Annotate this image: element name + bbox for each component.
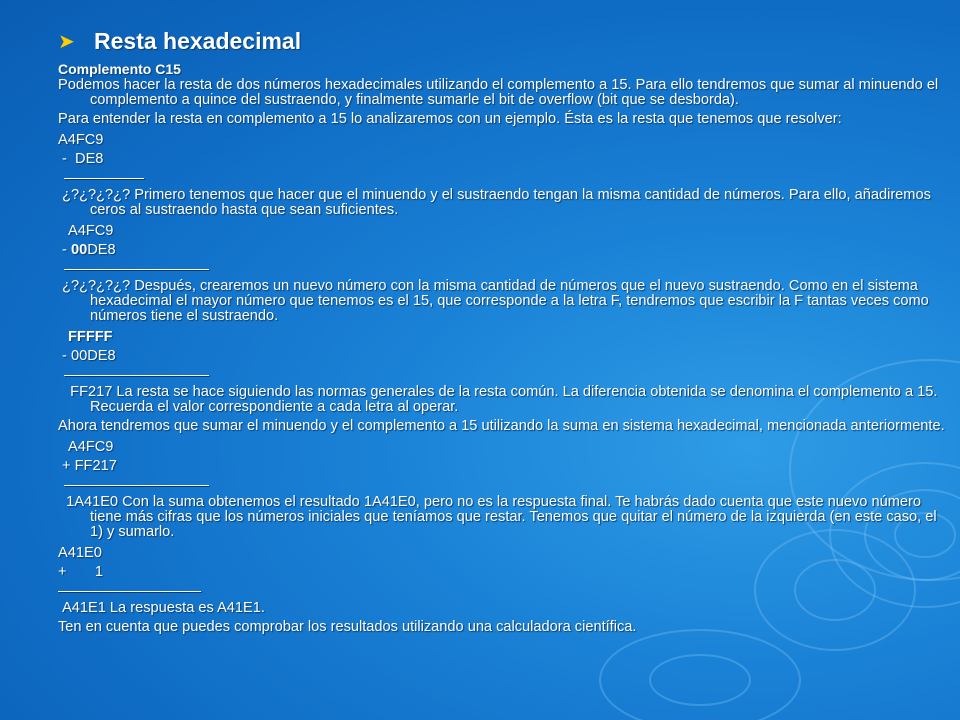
paragraph-tip: Ten en cuenta que puedes comprobar los resultados utilizando una calculadora científica. <box>58 619 637 635</box>
paragraph-step2: ¿?¿?¿?¿? Después, crearemos un nuevo número con la misma cantidad de números que el nuevo sustraendo. Como en el sistema hexadecimal el mayor número que tenemos es el 15, que corresponde a la letra F, tendremos que escribir la F tantas veces como números tiene el sustraendo. <box>58 278 933 324</box>
divider-line <box>64 375 209 376</box>
paragraph-answer: A41E1 La respuesta es A41E1. <box>58 600 265 616</box>
slide-content <box>58 26 948 639</box>
paragraph-step1: ¿?¿?¿?¿? Primero tenemos que hacer que el minuendo y el sustraendo tengan la misma cantidad de números. Para ello, añadiremos ceros al sustraendo hasta que sean suficientes. <box>58 187 935 218</box>
paragraph-step3: FF217 La resta se hace siguiendo las normas generales de la resta común. La diferencia obtenida se denomina el complemento a 15. Recuerda el valor correspondiente a cada letra al operar. <box>58 384 942 415</box>
minus-sign: - <box>58 242 71 258</box>
divider-line <box>58 591 201 592</box>
example2-subtrahend <box>58 241 948 260</box>
paragraph-step5: 1A41E0 Con la suma obtenemos el resultado 1A41E0, pero no es la respuesta final. Te habrás dado cuenta que este nuevo número tiene más cifras que los números iniciales que teníamos que restar. Tenemos que quitar el número de la izquierda (en este caso, el 1) y sumarlo. <box>58 494 941 540</box>
paragraph-example: Para entender la resta en complemento a 15 lo analizaremos con un ejemplo. Ésta es la resta que tenemos que resolver: <box>58 111 842 127</box>
title-row <box>58 26 948 56</box>
example4-minuend: A4FC9 <box>68 439 114 455</box>
paragraph-step4: Ahora tendremos que sumar el minuendo y el complemento a 15 utilizando la suma en sistema hexadecimal, mencionada anteriormente. <box>58 418 945 434</box>
arrow-bullet-icon: ➤ <box>58 30 75 53</box>
example4-addend: + FF217 <box>58 458 117 474</box>
example1-minuend: A4FC9 <box>58 132 104 148</box>
divider-line <box>64 485 209 486</box>
example3-ffff: FFFFF <box>68 329 113 345</box>
subtitle: Complemento C15 <box>58 61 181 77</box>
divider-line <box>64 269 209 270</box>
example3-subtrahend: - 00DE8 <box>58 348 116 364</box>
example5-value: A41E0 <box>58 545 102 561</box>
example1-subtrahend: - DE8 <box>58 151 104 167</box>
slide-title: Resta hexadecimal <box>94 27 302 54</box>
added-zeros: 00 <box>70 242 88 258</box>
example2-minuend: A4FC9 <box>68 223 114 239</box>
paragraph-intro: Podemos hacer la resta de dos números hexadecimales utilizando el complemento a 15. Para ello tendremos que sumar al minuendo el complemento a quince del sustraendo, y finalmente sumarle el bit de overflow (bit que se desborda). <box>58 77 939 108</box>
subtrahend-digits: DE8 <box>87 242 116 258</box>
example5-addend: + 1 <box>58 564 104 580</box>
divider-line <box>64 178 144 179</box>
